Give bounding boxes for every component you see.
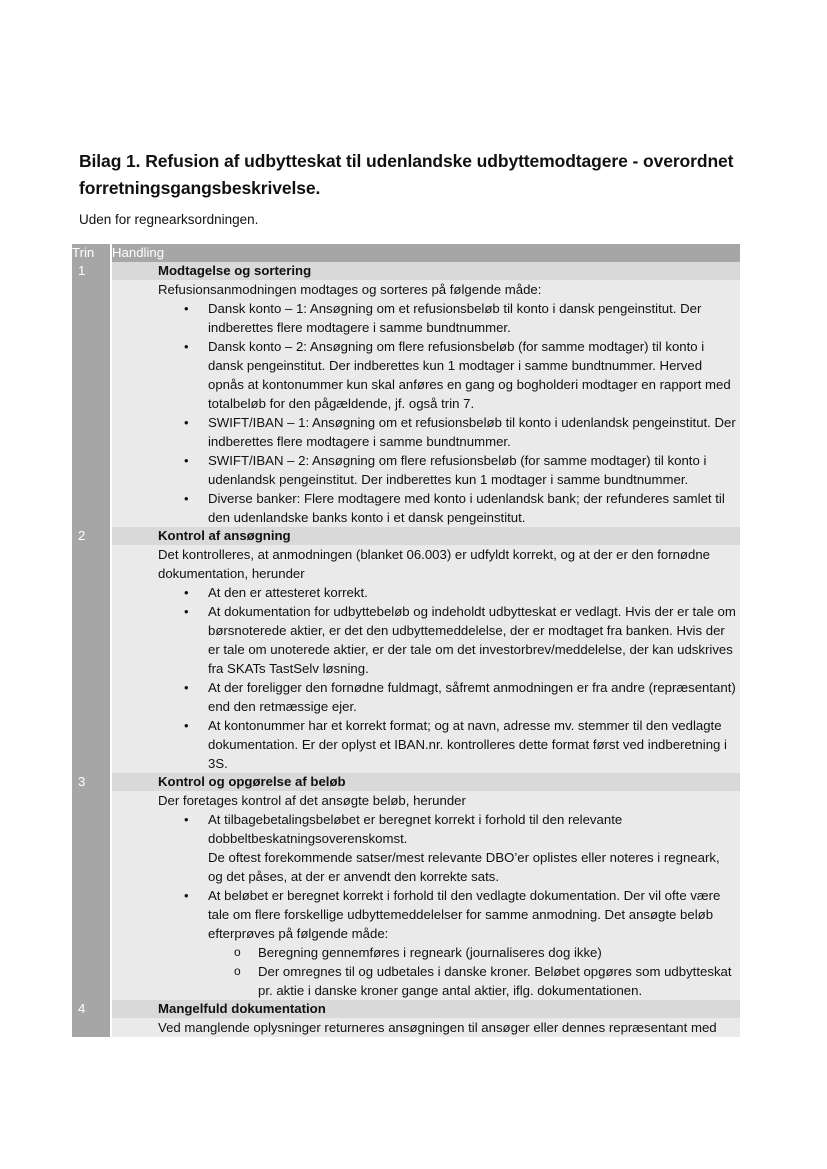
step-number: 1 — [72, 262, 111, 280]
list-item: • Diverse banker: Flere modtagere med konto i udenlandsk bank; der refunderes samlet til den udenlandske banks konto i et dansk pengeinstitut. — [158, 489, 736, 527]
step-intro: Refusionsanmodningen modtages og sorteres på følgende måde: — [158, 282, 542, 297]
bullet-text: At tilbagebetalingsbeløbet er beregnet korrekt i forhold til den relevante dobbeltbeskatningsoverenskomst. — [208, 812, 623, 846]
header-trin: Trin — [72, 244, 111, 262]
step-intro: Der foretages kontrol af det ansøgte beløb, herunder — [158, 793, 466, 808]
bullet-list — [158, 583, 736, 773]
sub-list-item: o Der omregnes til og udbetales i danske kroner. Beløbet opgøres som udbytteskat pr. aktie i danske kroner gange antal aktier, iflg. dokumentationen. — [208, 962, 736, 1000]
list-item: • At dokumentation for udbyttebeløb og indeholdt udbytteskat er vedlagt. Hvis der er tale om børsnoterede aktier, er det den udbyttemeddelelse, der er modtaget fra banken. Hvis der er tale om unoterede aktier, er der tale om det investorbrev/meddelelse, der kan udskrives fra SKATs TastSelv løsning. — [158, 602, 736, 678]
document-title: Bilag 1. Refusion af udbytteskat til udenlandske udbyttemodtagere - overordnet forretningsgangsbeskrivelse. — [79, 151, 734, 198]
list-item — [158, 810, 736, 886]
list-item — [158, 886, 736, 1000]
step-number: 3 — [72, 773, 111, 791]
step-2-body — [72, 545, 740, 773]
step-number: 2 — [72, 527, 111, 545]
list-item: • At den er attesteret korrekt. — [158, 583, 736, 602]
step-4-body — [72, 1018, 740, 1037]
bullet-note: De oftest forekommende satser/mest relevante DBO’er oplistes eller noteres i regneark, og det påses, at der er anvendt den korrekte sats. — [208, 850, 720, 884]
list-item: • SWIFT/IBAN – 2: Ansøgning om flere refusionsbeløb (for samme modtager) til konto i udenlandsk pengeinstitut. Der indberettes kun 1 modtager i samme bundtnummer. — [158, 451, 736, 489]
list-item: • SWIFT/IBAN – 1: Ansøgning om et refusionsbeløb til konto i udenlandsk pengeinstitut. Der indberettes flere modtagere i samme bundtnummer. — [158, 413, 736, 451]
step-3-row — [72, 773, 740, 791]
step-1-body — [72, 280, 740, 527]
bullet-text: At beløbet er beregnet korrekt i forhold til den vedlagte dokumentation. Der vil ofte være tale om flere forskellige udbyttemeddelelser for samme anmodning. Det ansøgte beløb efterprøves på følgende måde: — [208, 888, 721, 941]
step-content — [111, 545, 740, 773]
table-header-row — [72, 244, 740, 262]
bullet-list — [158, 299, 736, 527]
list-item: • Dansk konto – 1: Ansøgning om et refusionsbeløb til konto i dansk pengeinstitut. Der indberettes flere modtagere i samme bundtnummer. — [158, 299, 736, 337]
bullet-list — [158, 810, 736, 1000]
list-item: • At der foreligger den fornødne fuldmagt, såfremt anmodningen er fra andre (repræsentant) end den retmæssige ejer. — [158, 678, 736, 716]
step-content — [111, 280, 740, 527]
intro-text: Uden for regnearksordningen. — [79, 212, 259, 227]
list-item: • At kontonummer har et korrekt format; og at navn, adresse mv. stemmer til den vedlagte dokumentation. Er der oplyst et IBAN.nr. kontrolleres dette format først ved indberetning i 3S. — [158, 716, 736, 773]
step-1-row — [72, 262, 740, 280]
sub-list-item: o Beregning gennemføres i regneark (journaliseres dog ikke) — [208, 943, 736, 962]
step-2-row — [72, 527, 740, 545]
step-intro: Det kontrolleres, at anmodningen (blanket 06.003) er udfyldt korrekt, og at der er den fornødne dokumentation, herunder — [158, 547, 710, 581]
step-intro: Ved manglende oplysninger returneres ansøgningen til ansøger eller dennes repræsentant med — [158, 1020, 717, 1035]
step-content — [111, 1018, 740, 1037]
step-title: Mangelfuld dokumentation — [111, 1000, 740, 1018]
steps-table — [72, 244, 740, 1037]
list-item: • Dansk konto – 2: Ansøgning om flere refusionsbeløb (for samme modtager) til konto i dansk pengeinstitut. Der indberettes kun 1 modtager i samme bundtnummer. Herved opnås at kontonummer kun skal anføres en gang og bogholderi modtager en rapport med totalbeløb for den pågældende, jf. også trin 7. — [158, 337, 736, 413]
step-3-body — [72, 791, 740, 1000]
step-number: 4 — [72, 1000, 111, 1018]
step-title: Modtagelse og sortering — [111, 262, 740, 280]
step-title: Kontrol af ansøgning — [111, 527, 740, 545]
step-content — [111, 791, 740, 1000]
step-title: Kontrol og opgørelse af beløb — [111, 773, 740, 791]
step-4-row — [72, 1000, 740, 1018]
sub-bullet-list — [208, 943, 736, 1000]
header-handling: Handling — [111, 244, 740, 262]
